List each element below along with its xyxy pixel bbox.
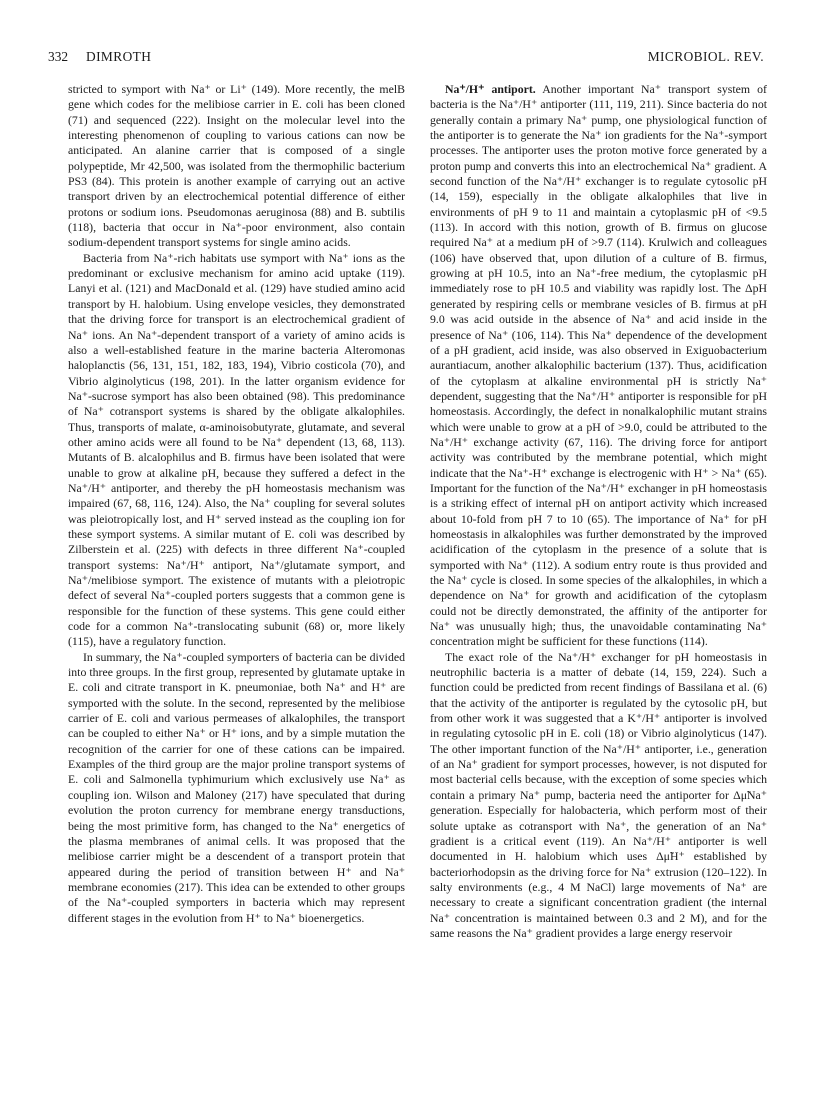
right-column	[430, 82, 767, 941]
section-heading-na-h-antiport: Na⁺/H⁺ antiport.	[445, 82, 536, 96]
paragraph-summary-symporters: In summary, the Na⁺-coupled symporters of bacteria can be divided into three groups. In the first group, represented by glutamate uptake in E. coli and citrate transport in K. pneumoniae, both Na⁺ and H⁺ are symported with the solute. In the second, represented by the melibiose carrier of E. coli and various permeases of alkalophiles, the transport can be coupled to either Na⁺ or H⁺ ions, and by a simple mutation the recognition of the carrier for one of these cations can be impaired. Examples of the third group are the major proline transport systems of E. coli and Salmonella typhimurium which exclusively use Na⁺ as coupling ion. Wilson and Maloney (217) have speculated that during evolution the proton currency for membrane energy transductions, being the most primitive form, has changed to the Na⁺ energetics of the plasma membranes of animal cells. It was proposed that the melibiose carrier might be a descendent of a transport protein that appeared during the period of transition between H⁺ and Na⁺ membrane economies (217). This idea can be extended to other groups of the Na⁺-coupled symporters in bacteria which may represent different stages in the evolution from H⁺ to Na⁺ bioenergetics.	[68, 649, 405, 925]
running-journal: MICROBIOL. REV.	[647, 49, 764, 64]
page-number: 332	[48, 49, 69, 64]
paragraph-antiport-body: Another important Na⁺ transport system of bacteria is the Na⁺/H⁺ antiporter (111, 119, 211). Since bacteria do not generally contain a primary Na⁺ pump, one physiological function of the antiporter is to generate the Na⁺ ion gradients for the Na⁺-symport processes. The antiporter uses the proton motive force generated by a proton pump and converts this into an electrochemical Na⁺ gradient. A second function of the Na⁺/H⁺ exchanger is to regulate cytosolic pH (14, 159), especially in the obligate alkalophiles that live in environments of pH 9 to 11 and maintain a cytoplasmic pH of <9.5 (113). In accord with this notion, growth of B. firmus on glucose required Na⁺ at a medium pH of >9.7 (114). Krulwich and colleagues (106) have observed that, upon dilution of a culture of B. firmus, growing at pH 10.5, into an Na⁺-free medium, the cytoplasmic pH immediately rose to pH 10.5 and viability was rapidly lost. The ΔpH generated by respiring cells or membrane vesicles of B. firmus at pH 9.0 was acid outside in the absence of Na⁺ and acid inside in the presence of Na⁺ (106, 114). This Na⁺ dependence of the development of a pH gradient, acid inside, was also observed in Exiguobacterium aurantiacum, another alkalophilic bacterium (137). Thus, acidification of the cytoplasm at alkaline environmental pH is strictly Na⁺ dependent, suggesting that the Na⁺/H⁺ antiporter is responsible for pH homeostasis. Accordingly, the defect in nonalkalophilic mutant strains which were unable to grow at a pH of >9.0, could be attributed to the Na⁺/H⁺ exchange activity (67, 116). The driving force for antiport activity was contributed by the membrane potential, which might indicate that the Na⁺-H⁺ exchange is electrogenic with H⁺ > Na⁺ (65). Important for the function of the Na⁺/H⁺ exchanger in pH homeostasis is a striking effect of internal pH on antiport activity which increased about 10-fold from pH 7 to 10 (65). The importance of Na⁺ for pH homeostasis in alkalophiles was further demonstrated by the improved acidification of the cytoplasm in the presence of a solute that is symported with Na⁺ (112). A sodium entry route is thus provided and the Na⁺ cycle is closed. In some species of the alkalophiles, in which a dependence on Na⁺ for growth and acidification of the cytoplasm could not be directly demonstrated, the affinity of the antiporter for Na⁺ was unusually high; thus, the unavoidable contaminating Na⁺ concentration might be sufficient for these functions (114).	[430, 82, 767, 649]
paragraph-antiport	[430, 82, 767, 650]
paragraph-neutrophilic-role: The exact role of the Na⁺/H⁺ exchanger for pH homeostasis in neutrophilic bacteria is a matter of debate (14, 159, 224). Such a function could be predicted from recent findings of Bassilana et al. (6) that the activity of the antiporter is regulated by the cytosolic pH, but from other work it was suggested that a K⁺/H⁺ antiporter is involved in regulating cytosolic pH in E. coli (18) or Vibrio alginolyticus (147). The other important function of the Na⁺/H⁺ antiporter, i.e., generation of an Na⁺ gradient for symport processes, however, is not disputed for most bacterial cells because, with the exception of some species which contain a primary Na⁺ pump, bacteria need the antiporter for Δμ̃Na⁺ generation. Especially for halobacteria, which perform most of their solute uptake as cotransport with Na⁺, the generation of an Na⁺ gradient is a critical event (119). An Na⁺/H⁺ antiporter is well documented in H. halobium which uses Δμ̃H⁺ established by bacteriorhodopsin as the driving force for Na⁺ extrusion (120–122). In salty environments (e.g., 4 M NaCl) large movements of Na⁺ are necessary to create a significant concentration gradient (the internal Na⁺ concentration is maintained between 0.3 and 2 M), and for the same reasons the Na⁺ gradient provides a large energy reservoir	[430, 649, 767, 940]
paragraph-melibiose-carrier: stricted to symport with Na⁺ or Li⁺ (149). More recently, the melB gene which codes for the melibiose carrier in E. coli has been cloned (71) and sequenced (222). Insight on the molecular level into the interesting phenomenon of coupling to various cations can now be anticipated. An alanine carrier that is composed of a single polypeptide, Mr 42,500, was isolated from the thermophilic bacterium PS3 (84). This protein is another example of carrying out an active transport driven by an electrochemical potential difference of either protons or sodium ions. Pseudomonas aeruginosa (88) and B. subtilis (118), bacteria that occur in Na⁺-poor environment, also contain sodium-dependent transport systems for single amino acids.	[68, 82, 405, 250]
paragraph-na-rich-habitats: Bacteria from Na⁺-rich habitats use symport with Na⁺ ions as the predominant or exclusive mechanism for amino acid uptake (119). Lanyi et al. (121) and MacDonald et al. (129) have studied amino acid transport by H. halobium. Using envelope vesicles, they demonstrated that the driving force for transport is an electrochemical gradient of Na⁺ ions. An Na⁺-dependent transport of a variety of amino acids is also a well-established feature in the marine bacteria Alteromonas haloplanctis (56, 131, 151, 182, 183, 194), Vibrio costicola (70), and Vibrio alginolyticus (198, 201). In the latter organism evidence for Na⁺-sucrose symport has also been obtained (98). This predominance of Na⁺ cotransport systems is shared by the obligate alkalophiles. Thus, transports of malate, α-aminoisobutyrate, glutamate, and several other amino acids were all found to be Na⁺ dependent (13, 68, 113). Mutants of B. alcalophilus and B. firmus have been isolated that were unable to grow at alkaline pH, because they suffered a defect in the Na⁺/H⁺ antiporter, and thereby the pH homeostasis mechanism was impaired (67, 68, 116, 124). Also, the Na⁺ coupling for several solutes was pleiotropically lost, and H⁺ served instead as the coupling ion for these symport systems. A similar mutant of E. coli was described by Zilberstein et al. (225) with defects in three different Na⁺-coupled transport systems: Na⁺/H⁺ antiport, Na⁺/glutamate symport, and Na⁺/melibiose symport. The existence of mutants with a pleiotropic defect of several Na⁺-coupled porters suggests that a common gene is responsible for the function of these systems. This gene could either code for a common Na⁺-translocating subunit (68) or, more likely (115), have a regulatory function.	[68, 250, 405, 649]
running-author: DIMROTH	[86, 49, 152, 64]
left-column	[68, 82, 405, 926]
running-header	[48, 49, 764, 69]
